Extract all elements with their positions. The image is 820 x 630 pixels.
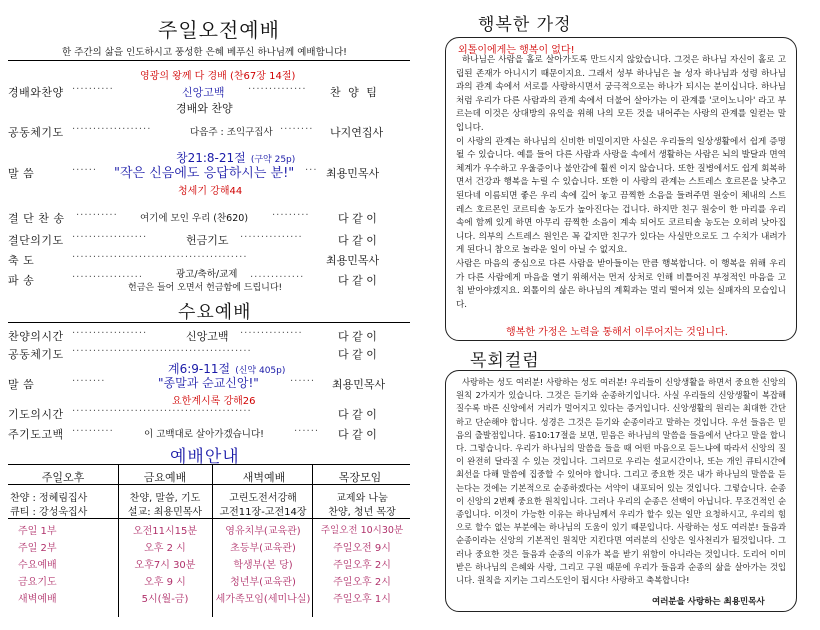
dot-leader: ······ xyxy=(290,376,316,387)
wed-label-prayer: 공동체기도 xyxy=(8,348,64,361)
wed-label-sermon: 말 씀 xyxy=(8,378,35,391)
order-right-hymn: 다 같 이 xyxy=(338,212,377,225)
family-box xyxy=(445,37,797,341)
desc-cell: 고린도전서강해 xyxy=(229,493,297,504)
desc-cell: 찬양, 청년 목장 xyxy=(328,507,396,518)
schedule-title: 예배안내 xyxy=(170,447,240,467)
wed-right-lords-prayer: 다 같 이 xyxy=(338,428,377,441)
order-label-sermon: 말 씀 xyxy=(8,167,35,180)
column-title: 목회컬럼 xyxy=(470,351,540,371)
wed-label-praise: 찬양의시간 xyxy=(8,330,64,343)
lead-song: 영광의 왕께 다 경배 (찬67장 14절) xyxy=(140,71,296,82)
dot-leader: ··········································· xyxy=(72,406,252,417)
passage-page: (구약 25p) xyxy=(250,155,296,165)
order-center-nextweek: 다음주 : 조익구집사 xyxy=(190,127,273,138)
col-divider xyxy=(312,465,313,617)
schedule-time-cell: 영유치부(교육관) xyxy=(225,526,301,537)
dot-leader: ·········· xyxy=(72,84,114,95)
schedule-time-cell: 주일오후 1시 xyxy=(333,594,391,605)
schedule-time-cell: 학생부(본 당) xyxy=(233,560,293,571)
order-right-praise: 찬 양 팀 xyxy=(330,86,379,99)
schedule-time-cell: 주일오전 9시 xyxy=(333,543,391,554)
dot-leader: ······ xyxy=(294,426,320,437)
schedule-time-cell: 새벽예배 xyxy=(18,594,57,605)
wed-label-prayer-time: 기도의시간 xyxy=(8,408,64,421)
order-center-announce: 광고/축하/교제 xyxy=(176,269,238,280)
wed-right-prayer-time: 다 같 이 xyxy=(338,408,377,421)
order-right-preacher: 최용민목사 xyxy=(326,167,380,180)
order-label-praise: 경배와찬양 xyxy=(8,86,64,99)
order-label-benediction: 축 도 xyxy=(8,254,35,267)
divider xyxy=(8,60,410,61)
desc-cell: 큐티 : 강성욱집사 xyxy=(10,507,88,518)
order-center-worship: 경배와 찬양 xyxy=(176,102,233,115)
schedule-header: 목장모임 xyxy=(338,471,382,484)
order-label-decision: 결단의기도 xyxy=(8,234,64,247)
dot-leader: ········ xyxy=(72,376,106,387)
order-label-prayer: 공동체기도 xyxy=(8,126,64,139)
order-label-hymn: 결 단 찬 송 xyxy=(8,212,65,225)
dot-leader: ········· xyxy=(272,210,310,221)
divider xyxy=(8,464,410,465)
desc-cell: 설교: 최용민목사 xyxy=(127,507,203,518)
col-divider xyxy=(118,465,119,617)
family-title: 행복한 가정 xyxy=(478,15,572,35)
schedule-time-cell: 오후 2 시 xyxy=(144,543,186,554)
wed-label-lords-prayer: 주기도고백 xyxy=(8,428,64,441)
sermon-title: "작은 신음에도 응답하시는 분!" xyxy=(114,166,295,181)
divider xyxy=(8,484,410,485)
wed-right-preacher: 최용민목사 xyxy=(332,378,386,391)
wed-center-creed: 신앙고백 xyxy=(186,330,229,343)
offering-note: 헌금은 들어 오면서 헌금함에 드립니다! xyxy=(128,283,283,293)
order-right-benediction: 최용민목사 xyxy=(326,254,380,267)
wed-right-praise: 다 같 이 xyxy=(338,330,377,343)
dot-leader: ··· xyxy=(305,165,318,176)
schedule-time-cell: 초등부(교육관) xyxy=(230,543,296,554)
column-box xyxy=(445,370,797,612)
dot-leader: ·················· xyxy=(72,232,148,243)
schedule-time-cell: 주일오후 2시 xyxy=(333,560,391,571)
wednesday-title: 수요예배 xyxy=(178,302,252,323)
schedule-time-cell: 주일 2부 xyxy=(18,543,57,554)
dot-leader: ··············· xyxy=(240,232,303,243)
dot-leader: ··············· xyxy=(240,328,303,339)
dot-leader: ··················· xyxy=(72,124,152,135)
order-center-hymn: 여기에 모인 우리 (찬620) xyxy=(140,213,249,224)
family-footer: 행복한 가정은 노력을 통해서 이루어지는 것입니다. xyxy=(506,327,728,338)
wed-passage-page: (신약 405p) xyxy=(235,366,286,376)
divider xyxy=(8,518,410,519)
sermon-series: 청세기 강해44 xyxy=(178,186,243,197)
schedule-time-cell: 금요기도 xyxy=(18,577,57,588)
dot-leader: ·············· xyxy=(248,84,307,95)
dot-leader: ········ xyxy=(280,124,314,135)
column-body: 사랑하는 성도 여러분! 사랑하는 성도 여러분! 우리들이 신앙생활을 하면서 중요한 신앙의 원칙 2가지가 있습니다. 그것은 듣기와 순종하기입니다. 사실 우리들의 신앙생활이 복잡해 질수록 바른 신앙에서 거리가 멀어지고 있다는 증거입니다. 신앙생활의 원리는 최대한 간단하고 단순해야 합니다. 성경은 그것은 듣기와 순종이라고 말하는 것입니다. 우선 들음은 믿음의 출발점입니다. 롬10:17절을 보면, 믿음은 하나님의 말씀을 들음에서 난다고 말을 합니다. 그렇습니다. 우리가 하나님의 말씀을 들을 때 어떤 마음으로 듣느냐에 따라서 신앙의 질이 완전히 달라질 수 있는 것입니다. 그러므로 우리는 설교시간이나, 또는 개인 큐티시간에 최선을 다해 말씀에 집중할 수 있어야 합니다. 그리고 중요한 것은 내가 하나님의 말씀을 듣는다는 것에는 기본적으로 순종하겠다는 서약이 내포되어 있는 것입니다. 그렇습니다. 순종이 신앙의 2번째 중요한 원칙입니다. 그러나 우리의 순종은 선택이 아닙니다. 무조건적인 순종입니다. 이것이 가능한 이유는 하나님께서 우리가 할수 있는 일만 요청하시고, 우리의 힘으로 할수 없는 부분에는 하나님의 도움이 있기 때문입니다. 사랑하는 성도 여러분! 들음과 순종이라는 신앙의 기본적인 원칙만 지킨다면 여러분의 신앙은 일사천리가 될것입니다. 그러나 중요한 것은 들음과 순종의 이유가 복을 받기 위함이 아니라는 것입니다. 도리어 이미 받은 하나님의 은혜와 사랑, 그리고 구원 때문에 우리가 들음과 순종의 삶을 살아가는 것입니다. 원칙을 지키는 그리스도인이 됩시다! 사랑하고 축복합니다! xyxy=(456,377,786,586)
schedule-time-cell: 오후 9 시 xyxy=(144,577,186,588)
desc-cell: 찬양, 말씀, 기도 xyxy=(129,493,201,504)
wed-sermon-title: "종말과 순교신앙!" xyxy=(158,376,259,390)
column-signature: 여러분을 사랑하는 최용민목사 xyxy=(652,597,765,607)
schedule-time-cell: 세가족모임(세미나실) xyxy=(215,594,311,605)
schedule-time-cell: 5시(월-금) xyxy=(141,594,189,605)
order-center-creed: 신앙고백 xyxy=(182,86,225,99)
col-divider xyxy=(212,465,213,617)
schedule-header: 주일오후 xyxy=(41,471,85,484)
order-label-sending: 파 송 xyxy=(8,274,35,287)
family-body: 하나님은 사람을 홀로 살아가도록 만드시지 않았습니다. 그것은 하나님 자신이 홀로 고립된 존재가 아니시기 때문이지요. 그래서 성부 하나님은 늘 성자 하나님과 성령 하나님과의 관계 속에서 서로를 사랑하시면서 궁극적으로는 하나가 되시는 분이십니다. 하나님처럼 우리가 다른 사람과의 관계 속에서 더불어 살아가는 이 관계를 '코이노니아' 라고 부르는데 이것은 상대방의 유익을 위해 나의 모든 것을 내어주는 사랑의 관계를 일컫는 말입니다. 이 사랑의 관계는 하나님의 신비한 비밀이지만 사실은 우리들의 일상생활에서 쉽게 증명 될 수 있습니다. 예를 들어 다른 사람과 사랑을 속에서 생활하는 사람은 뇌의 발달과 면역체계가 우수하고 우울증이나 불안감에 훨씬 이지 않습니다. 또한 질병에서도 쉽게 회복하면서 건강과 행복을 누릴 수 있습니다. 또한 이 사랑의 관계는 스트레스 호르몬을 낮추고 된다네 이름되면 좋은 우리 속에 깊어 놓고 끔찍한 소음을 들려주면 원숭이 체내의 스트레스 호르몬인 코르티솔 농도가 높아진다는 겁니다. 하지만 친구 원숭이 한 마리를 우리 속에 함께 있게 하면 아무리 끔찍한 소음이 계속 되어도 코르티솔 농도는 오히려 낮아집니다. 의부의 스트레스 원인은 꼭 같지만 친구가 있다는 사실만으로도 그 수치가 내려가게 된다니 참으로 놀라운 일이 아닐 수 없지요. 사람은 마음의 중심으로 다른 사람을 받아들이는 만큼 행복합니다. 이 행복을 위해 우리가 다른 사람에게 마음을 열기 위해서는 먼저 상처로 인해 비틀어진 부정적인 마음을 고침 받아야겠지요. 외톨이의 삶은 하나님의 계획과는 멀리 떨어져 있는 실패자의 모습입니다. xyxy=(456,55,786,310)
schedule-time-cell: 오후7시 30분 xyxy=(134,560,196,571)
schedule-time-cell: 주일 1부 xyxy=(18,526,57,537)
schedule-time-cell: 주일오전 10시30분 xyxy=(320,525,404,536)
dot-leader: ············· xyxy=(250,272,305,283)
order-right-decision: 다 같 이 xyxy=(338,234,377,247)
order-center-offering: 헌금기도 xyxy=(186,234,229,247)
desc-cell: 고전11장-고전14장 xyxy=(219,507,307,518)
schedule-time-cell: 오전11시15분 xyxy=(132,526,198,537)
schedule-header: 금요예배 xyxy=(143,471,187,484)
schedule-time-cell: 수요예배 xyxy=(18,560,57,571)
passage-ref: 창21:8-21절 xyxy=(176,151,246,165)
wed-passage-ref: 계6:9-11절 xyxy=(168,362,231,376)
wed-series: 요한계시록 강해26 xyxy=(172,396,256,407)
dot-leader: ······ xyxy=(72,165,98,176)
family-heading: 외톨이에게는 행복이 없다! xyxy=(458,45,575,56)
dot-leader: ·········································· xyxy=(72,252,248,263)
schedule-time-cell: 주일오후 2시 xyxy=(333,577,391,588)
wed-right-prayer: 다 같 이 xyxy=(338,348,377,361)
dot-leader: ·········· xyxy=(72,426,114,437)
divider xyxy=(8,322,410,323)
wed-center-confession: 이 고백대로 살아가겠습니다! xyxy=(144,429,264,440)
order-right-sending: 다 같 이 xyxy=(338,274,377,287)
schedule-header: 새벽예배 xyxy=(242,471,286,484)
dot-leader: ·········· xyxy=(76,210,118,221)
dot-leader: ················· xyxy=(72,272,144,283)
morning-title: 주일오전예배 xyxy=(158,18,280,42)
desc-cell: 교제와 나눔 xyxy=(336,493,388,504)
order-right-prayer: 나지연집사 xyxy=(330,126,384,139)
schedule-time-cell: 청년부(교육관) xyxy=(230,577,296,588)
desc-cell: 찬양 : 정혜림집사 xyxy=(10,493,88,504)
dot-leader: ·················· xyxy=(72,328,148,339)
morning-subtitle: 한 주간의 삶을 인도하시고 풍성한 은혜 베푸신 하나님께 예배합니다! xyxy=(62,47,347,58)
dot-leader: ··········································· xyxy=(72,346,252,357)
